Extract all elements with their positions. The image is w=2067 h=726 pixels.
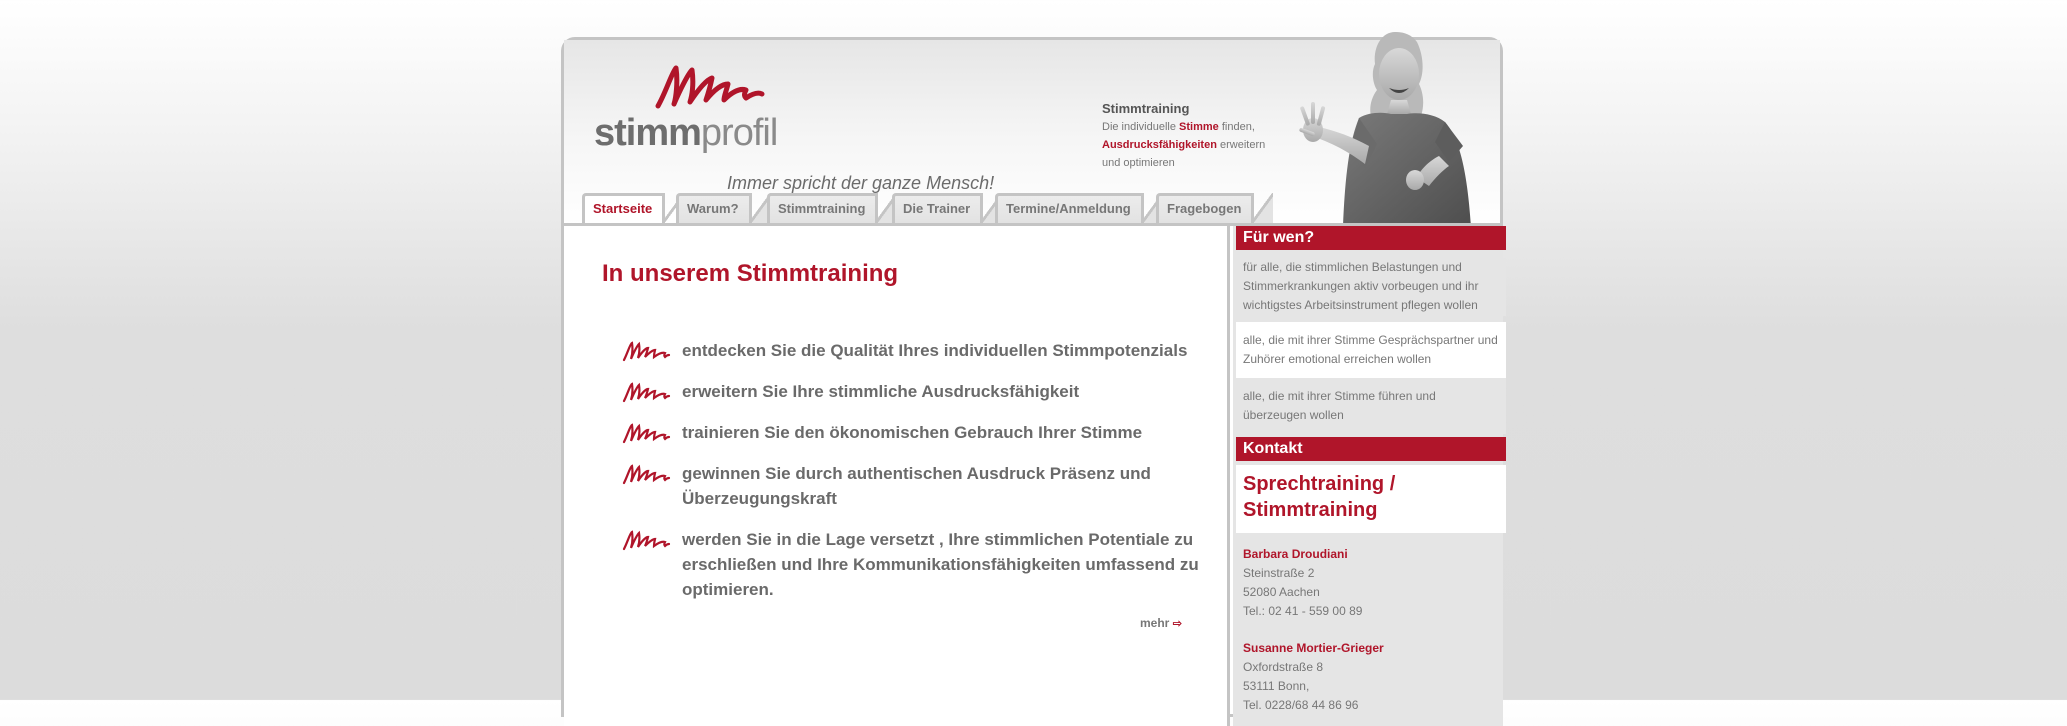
page-frame — [561, 37, 1503, 717]
tagline: Immer spricht der ganze Mensch! — [727, 173, 995, 193]
more-link[interactable]: mehr ⇨ — [1140, 616, 1182, 630]
main-content — [564, 226, 1230, 726]
tab-termine-anmeldung[interactable]: Termine/Anmeldung — [995, 193, 1144, 223]
arrow-right-icon: ⇨ — [1172, 618, 1182, 630]
woman-photo — [1299, 18, 1504, 226]
list-item: trainieren Sie den ökonomischen Gebrauch Ihrer Stimme — [622, 420, 1212, 445]
target-item: alle, die mit ihrer Stimme führen und überzeugen wollen — [1236, 378, 1506, 434]
page-title: In unserem Stimmtraining — [602, 260, 899, 287]
signature-scribble-icon — [622, 529, 670, 553]
target-item: für alle, die stimmlichen Belastungen und Stimmerkrankungen aktiv vorbeugen und ihr wichtigstes Arbeitsinstrument pflegen wollen — [1236, 258, 1506, 316]
intro-block — [1102, 100, 1282, 172]
contact-heading: Kontakt — [1236, 437, 1506, 461]
header — [564, 40, 1500, 226]
contact-name: Barbara Droudiani — [1243, 547, 1348, 561]
intro-line-3: und optimieren — [1102, 157, 1175, 169]
contact-address: Susanne Mortier-Grieger Oxfordstraße 8 53111 Bonn, Tel. 0228/68 44 86 96 — [1243, 641, 1384, 712]
tab-die-trainer[interactable]: Die Trainer — [892, 193, 983, 223]
sidebar — [1233, 226, 1503, 726]
tab-fragebogen[interactable]: Fragebogen — [1156, 193, 1254, 223]
logo-wordmark: stimmprofil — [594, 112, 778, 154]
intro-line-1: Die individuelle Stimme finden, — [1102, 121, 1255, 133]
signature-scribble-icon — [622, 340, 670, 364]
intro-line-2: Ausdrucksfähigkeiten erweitern — [1102, 139, 1266, 151]
tab-startseite[interactable]: Startseite — [582, 193, 665, 226]
list-item: entdecken Sie die Qualität Ihres individuellen Stimmpotenzials — [622, 338, 1212, 363]
contact-name: Susanne Mortier-Grieger — [1243, 641, 1384, 655]
signature-scribble-icon — [622, 463, 670, 487]
signature-scribble-icon — [622, 422, 670, 446]
contact-title: Sprechtraining / Stimmtraining — [1236, 465, 1506, 533]
list-item: werden Sie in die Lage versetzt , Ihre stimmlichen Potentiale zu erschließen und Ihre Kommunikationsfähigkeiten umfassend zu optimieren. — [622, 527, 1212, 602]
tab-warum[interactable]: Warum? — [676, 193, 752, 223]
logo-signature-icon — [654, 62, 764, 112]
list-item: gewinnen Sie durch authentischen Ausdruck Präsenz und Überzeugungskraft — [622, 461, 1212, 511]
intro-title: Stimmtraining — [1102, 101, 1190, 116]
signature-scribble-icon — [622, 381, 670, 405]
tab-stimmtraining[interactable]: Stimmtraining — [767, 193, 878, 223]
benefit-list — [622, 338, 1212, 618]
contact-address: Barbara Droudiani Steinstraße 2 52080 Aachen Tel.: 02 41 - 559 00 89 — [1243, 547, 1363, 618]
target-heading: Für wen? — [1236, 226, 1506, 250]
list-item: erweitern Sie Ihre stimmliche Ausdrucksfähigkeit — [622, 379, 1212, 404]
target-item: alle, die mit ihrer Stimme Gesprächspartner und Zuhörer emotional erreichen wollen — [1236, 322, 1506, 378]
